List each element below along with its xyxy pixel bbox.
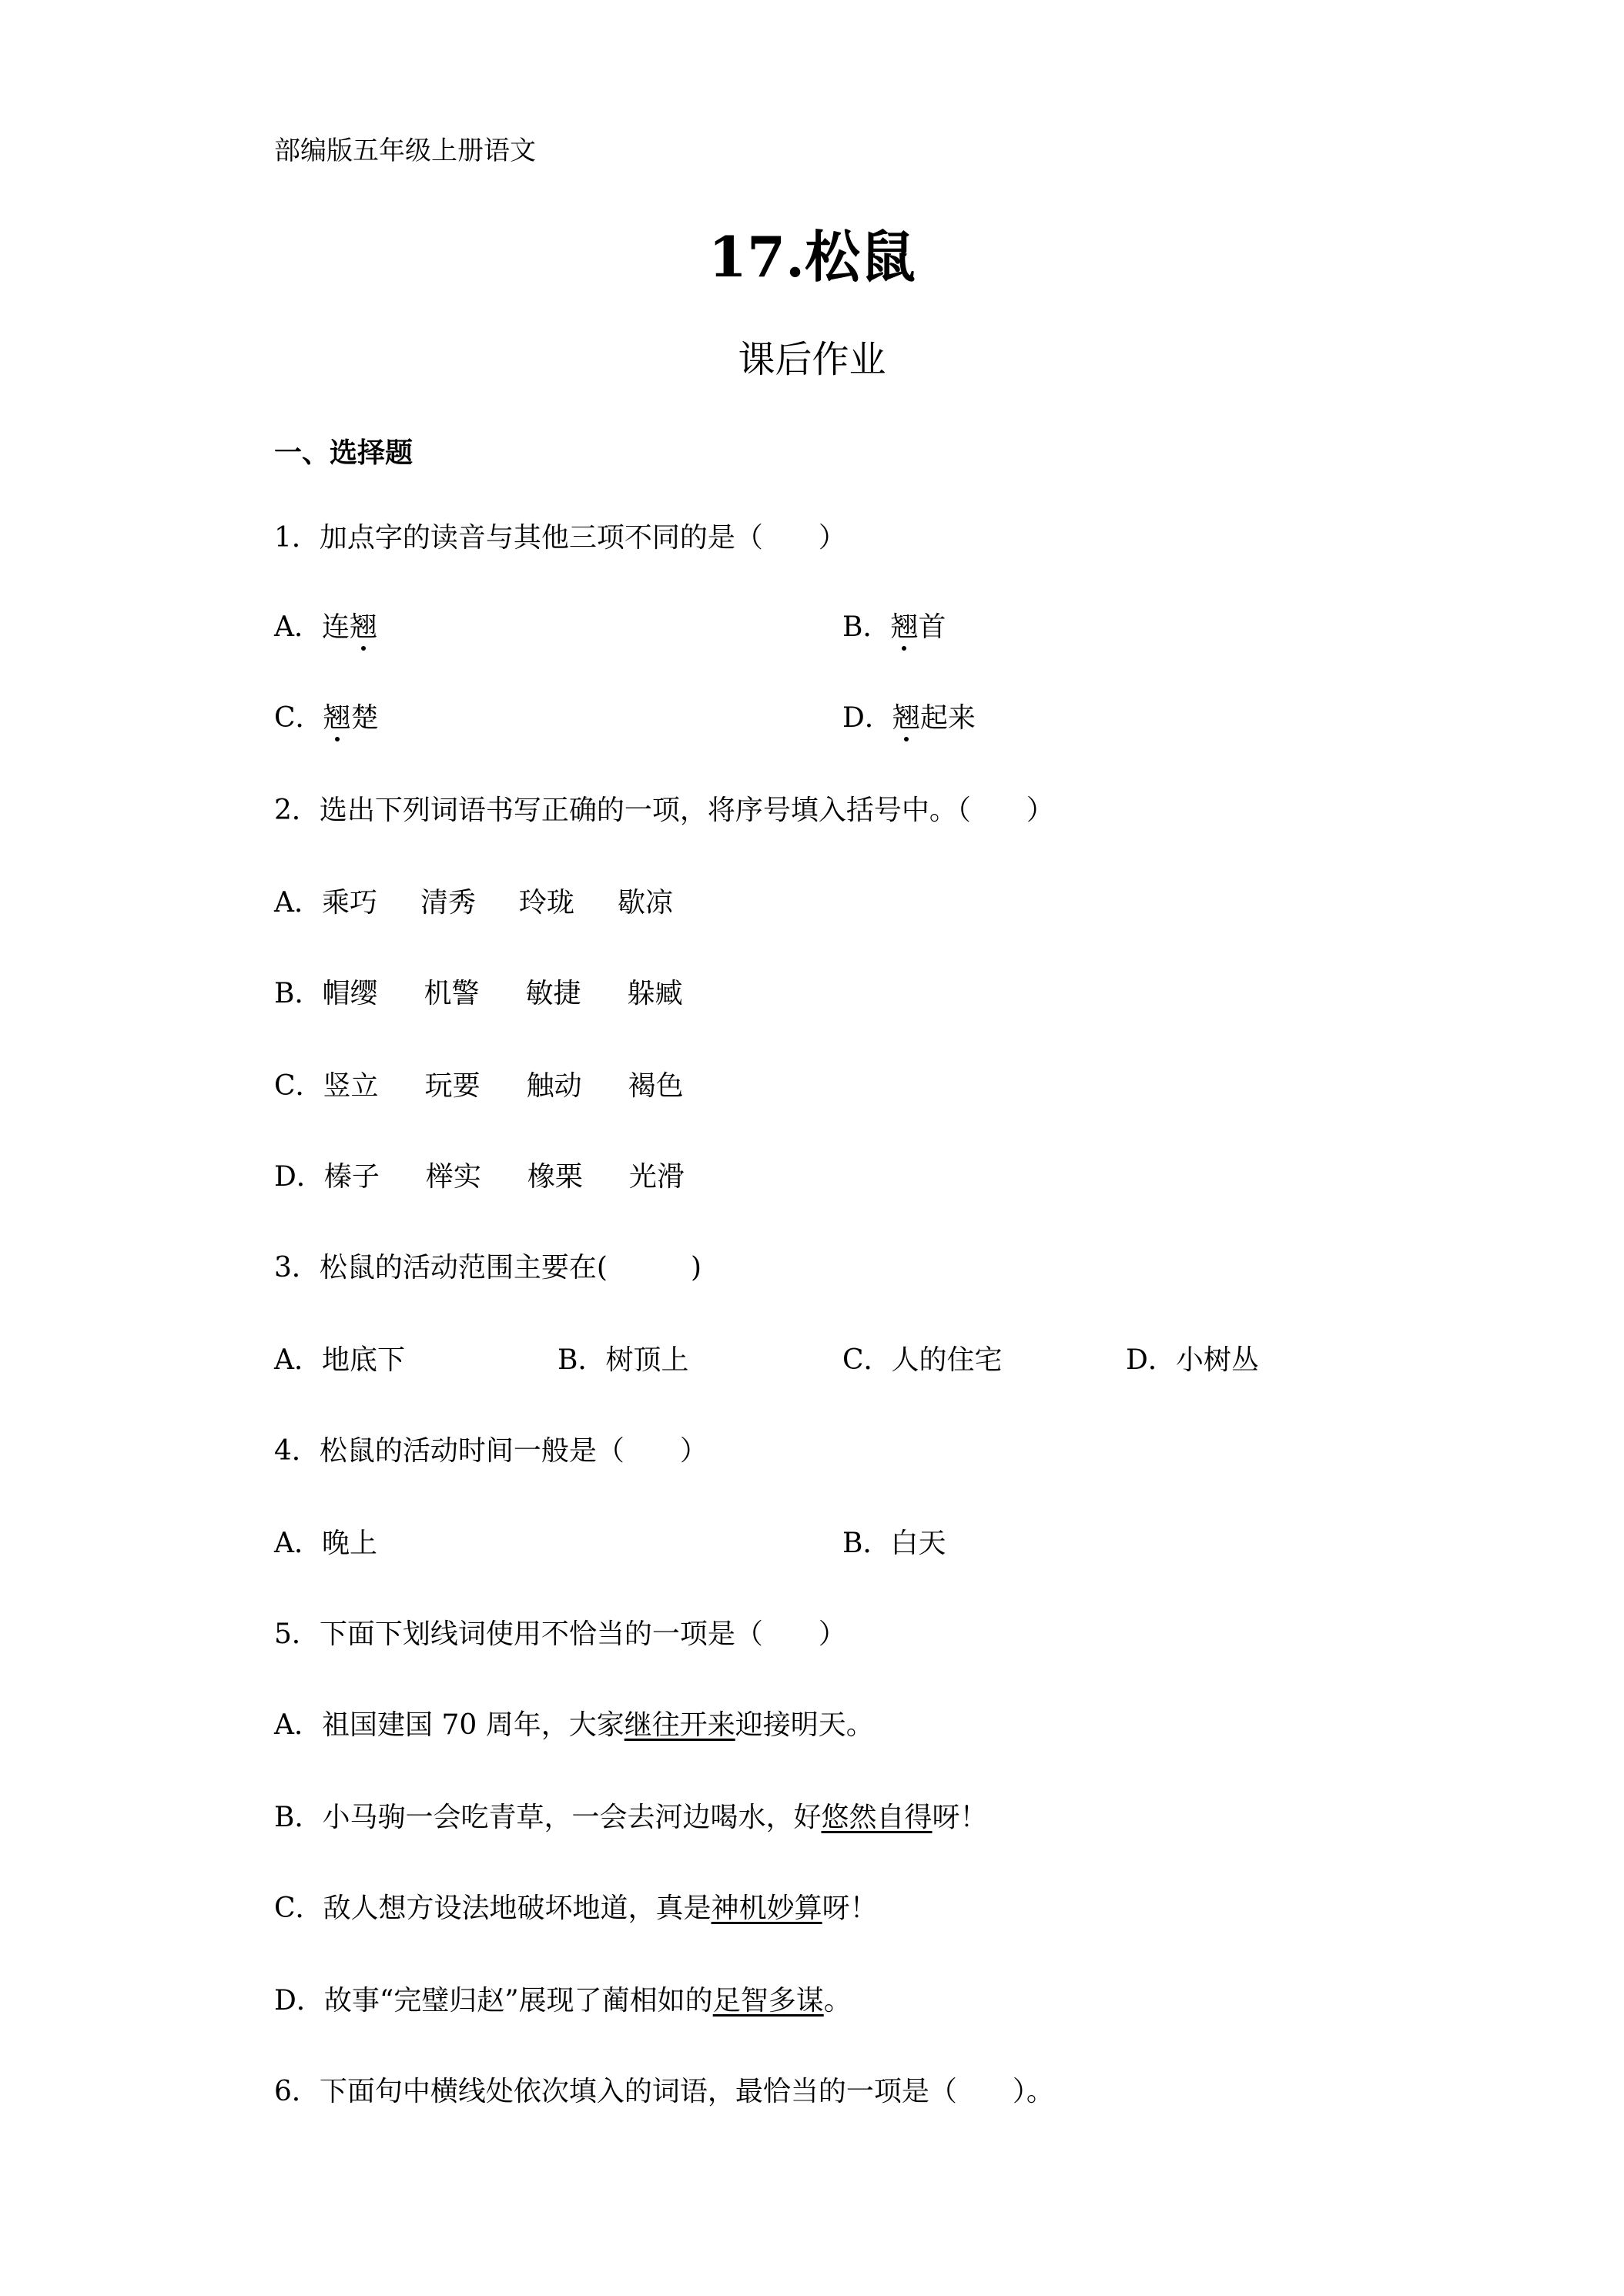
option-text: 人的住宅 xyxy=(891,1344,1003,1376)
option-text: 敌人想方设法地破坏地道，真是 xyxy=(323,1893,712,1924)
option-text: 祖国建国 70 周年，大家 xyxy=(322,1709,624,1741)
option-word: 褐色 xyxy=(628,1070,684,1102)
option-label: C． xyxy=(274,702,323,734)
question-2-option-c[interactable] xyxy=(274,1064,684,1103)
option-text: 小树丛 xyxy=(1175,1344,1259,1376)
question-5-option-a[interactable] xyxy=(274,1703,874,1742)
question-3-option-a[interactable] xyxy=(274,1338,405,1377)
section-title: 一、选择题 xyxy=(274,437,414,469)
question-1-option-d[interactable] xyxy=(842,696,976,735)
option-text: 树顶上 xyxy=(605,1344,689,1376)
question-1-option-c[interactable] xyxy=(274,696,379,735)
option-label: D． xyxy=(1126,1344,1176,1376)
question-4-option-b[interactable] xyxy=(842,1521,946,1561)
option-word: 玲珑 xyxy=(519,887,575,919)
question-3-option-b[interactable] xyxy=(558,1338,688,1377)
option-text: 晚上 xyxy=(322,1528,378,1559)
dotted-char: 翘 xyxy=(892,696,920,735)
option-word: 清秀 xyxy=(420,887,477,919)
option-label: C． xyxy=(274,1070,323,1102)
question-1-option-a[interactable] xyxy=(274,605,377,644)
option-word: 榉实 xyxy=(425,1161,481,1193)
question-2-option-a[interactable] xyxy=(274,881,673,920)
option-label: C． xyxy=(274,1893,323,1924)
option-text: 呀！ xyxy=(822,1893,878,1924)
option-word: 帽缨 xyxy=(322,978,378,1009)
option-text: 故事“完璧归赵”展现了蔺相如的 xyxy=(323,1985,713,2017)
question-4-stem: 4．松鼠的活动时间一般是（ ） xyxy=(274,1435,708,1467)
option-label: D． xyxy=(274,1161,324,1193)
option-text: 连 xyxy=(322,611,350,643)
question-5-option-c[interactable] xyxy=(274,1886,878,1926)
option-label: B． xyxy=(842,1528,891,1559)
question-5-option-d[interactable] xyxy=(274,1979,852,2018)
question-3-option-c[interactable] xyxy=(842,1338,1003,1377)
option-text: 首 xyxy=(918,611,946,643)
underlined-word: 悠然自得 xyxy=(821,1802,933,1833)
option-text: 呀！ xyxy=(932,1802,988,1833)
underlined-word: 继往开来 xyxy=(624,1709,735,1741)
option-word: 橡栗 xyxy=(527,1161,583,1193)
underlined-word: 足智多谋 xyxy=(712,1985,824,2017)
option-word: 乘巧 xyxy=(322,887,378,919)
question-3-stem: 3．松鼠的活动范围主要在( ) xyxy=(274,1252,702,1284)
option-label: B． xyxy=(558,1344,606,1376)
dotted-char: 翘 xyxy=(890,605,918,644)
option-text: 地底下 xyxy=(322,1344,406,1376)
question-2-option-b[interactable] xyxy=(274,972,683,1011)
underlined-word: 神机妙算 xyxy=(711,1893,822,1924)
option-word: 光滑 xyxy=(628,1161,685,1193)
option-label: A． xyxy=(274,611,322,643)
question-2-option-d[interactable] xyxy=(274,1155,685,1194)
option-word: 竖立 xyxy=(323,1070,379,1102)
option-label: B． xyxy=(274,1802,323,1833)
option-label: D． xyxy=(274,1985,324,2017)
dotted-char: 翘 xyxy=(323,696,351,735)
option-text: 迎接明天。 xyxy=(735,1709,874,1741)
option-label: B． xyxy=(842,611,891,643)
option-word: 机警 xyxy=(424,978,480,1009)
option-label: A． xyxy=(274,887,322,919)
option-word: 歇凉 xyxy=(618,887,674,919)
option-label: A． xyxy=(274,1344,322,1376)
question-5-option-b[interactable] xyxy=(274,1796,988,1835)
question-1-option-b[interactable] xyxy=(842,605,946,644)
option-label: A． xyxy=(274,1709,322,1741)
question-1-stem: 1．加点字的读音与其他三项不同的是（ ） xyxy=(274,522,846,554)
question-3-option-d[interactable] xyxy=(1126,1338,1259,1377)
question-5-stem: 5．下面下划线词使用不恰当的一项是（ ） xyxy=(274,1618,846,1650)
document-header: 部编版五年级上册语文 xyxy=(274,136,536,166)
option-word: 榛子 xyxy=(323,1161,380,1193)
option-text: 起来 xyxy=(919,702,976,734)
option-label: A． xyxy=(274,1528,322,1559)
option-label: B． xyxy=(274,978,323,1009)
page-title: 17.松鼠 xyxy=(708,224,916,290)
option-text: 白天 xyxy=(890,1528,946,1559)
page-subtitle: 课后作业 xyxy=(738,338,886,381)
question-6-stem: 6．下面句中横线处依次填入的词语，最恰当的一项是（ ）。 xyxy=(274,2076,1054,2107)
option-text: 小马驹一会吃青草，一会去河边喝水，好 xyxy=(322,1802,822,1833)
option-word: 敏捷 xyxy=(525,978,581,1009)
option-label: C． xyxy=(842,1344,892,1376)
option-word: 躲臧 xyxy=(627,978,683,1009)
question-2-stem: 2．选出下列词语书写正确的一项，将序号填入括号中。（ ） xyxy=(274,795,1054,826)
option-text: 楚 xyxy=(350,702,379,734)
question-4-option-a[interactable] xyxy=(274,1521,377,1561)
option-text: 。 xyxy=(823,1985,852,2017)
option-label: D． xyxy=(842,702,892,734)
option-word: 玩要 xyxy=(424,1070,481,1102)
dotted-char: 翘 xyxy=(350,605,377,644)
option-word: 触动 xyxy=(526,1070,582,1102)
